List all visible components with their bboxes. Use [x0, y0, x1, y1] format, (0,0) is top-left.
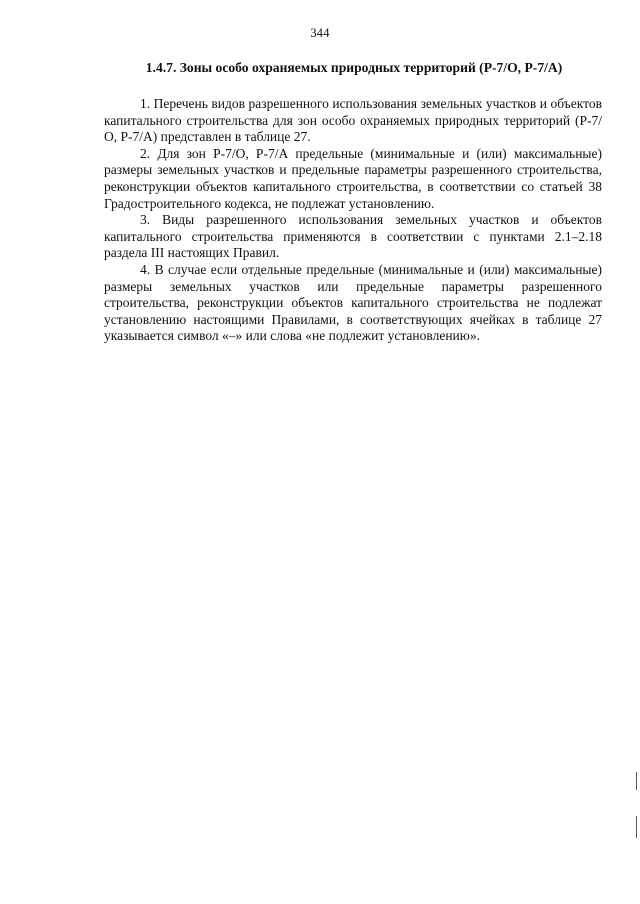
paragraph-1: 1. Перечень видов разрешенного использования земельных участков и объектов капитального строительства для зон особо охраняемых природных территорий (Р-7/О, Р-7/А) представлен в таблице 27. [104, 96, 602, 145]
section-heading: 1.4.7. Зоны особо охраняемых природных территорий (Р-7/О, Р-7/А) [145, 60, 563, 75]
paragraph-3: 3. Виды разрешенного использования земельных участков и объектов капитального строительства применяются в соответствии с пунктами 2.1–2.18 раздела III настоящих Правил. [104, 212, 602, 261]
page-number: 344 [310, 26, 330, 40]
paragraph-2: 2. Для зон Р-7/О, Р-7/А предельные (минимальные и (или) максимальные) размеры земельных участков и предельные параметры разрешенного строительства, реконструкции объектов капитального строительства, в соответствии со статьей 38 Градостроительного кодекса, не подлежат установлению. [104, 145, 602, 211]
scan-edge-mark [636, 772, 637, 790]
paragraph-4: 4. В случае если отдельные предельные (минимальные и (или) максимальные) размеры земельных участков или предельные параметры разрешенного строительства, реконструкции объектов капитального строительства не подлежат установлению настоящими Правилами, в соответствующих ячейках в таблице 27 указывается символ «–» или слова «не подлежит установлению». [104, 261, 602, 344]
scan-edge-mark [636, 816, 637, 838]
document-body [104, 96, 602, 345]
